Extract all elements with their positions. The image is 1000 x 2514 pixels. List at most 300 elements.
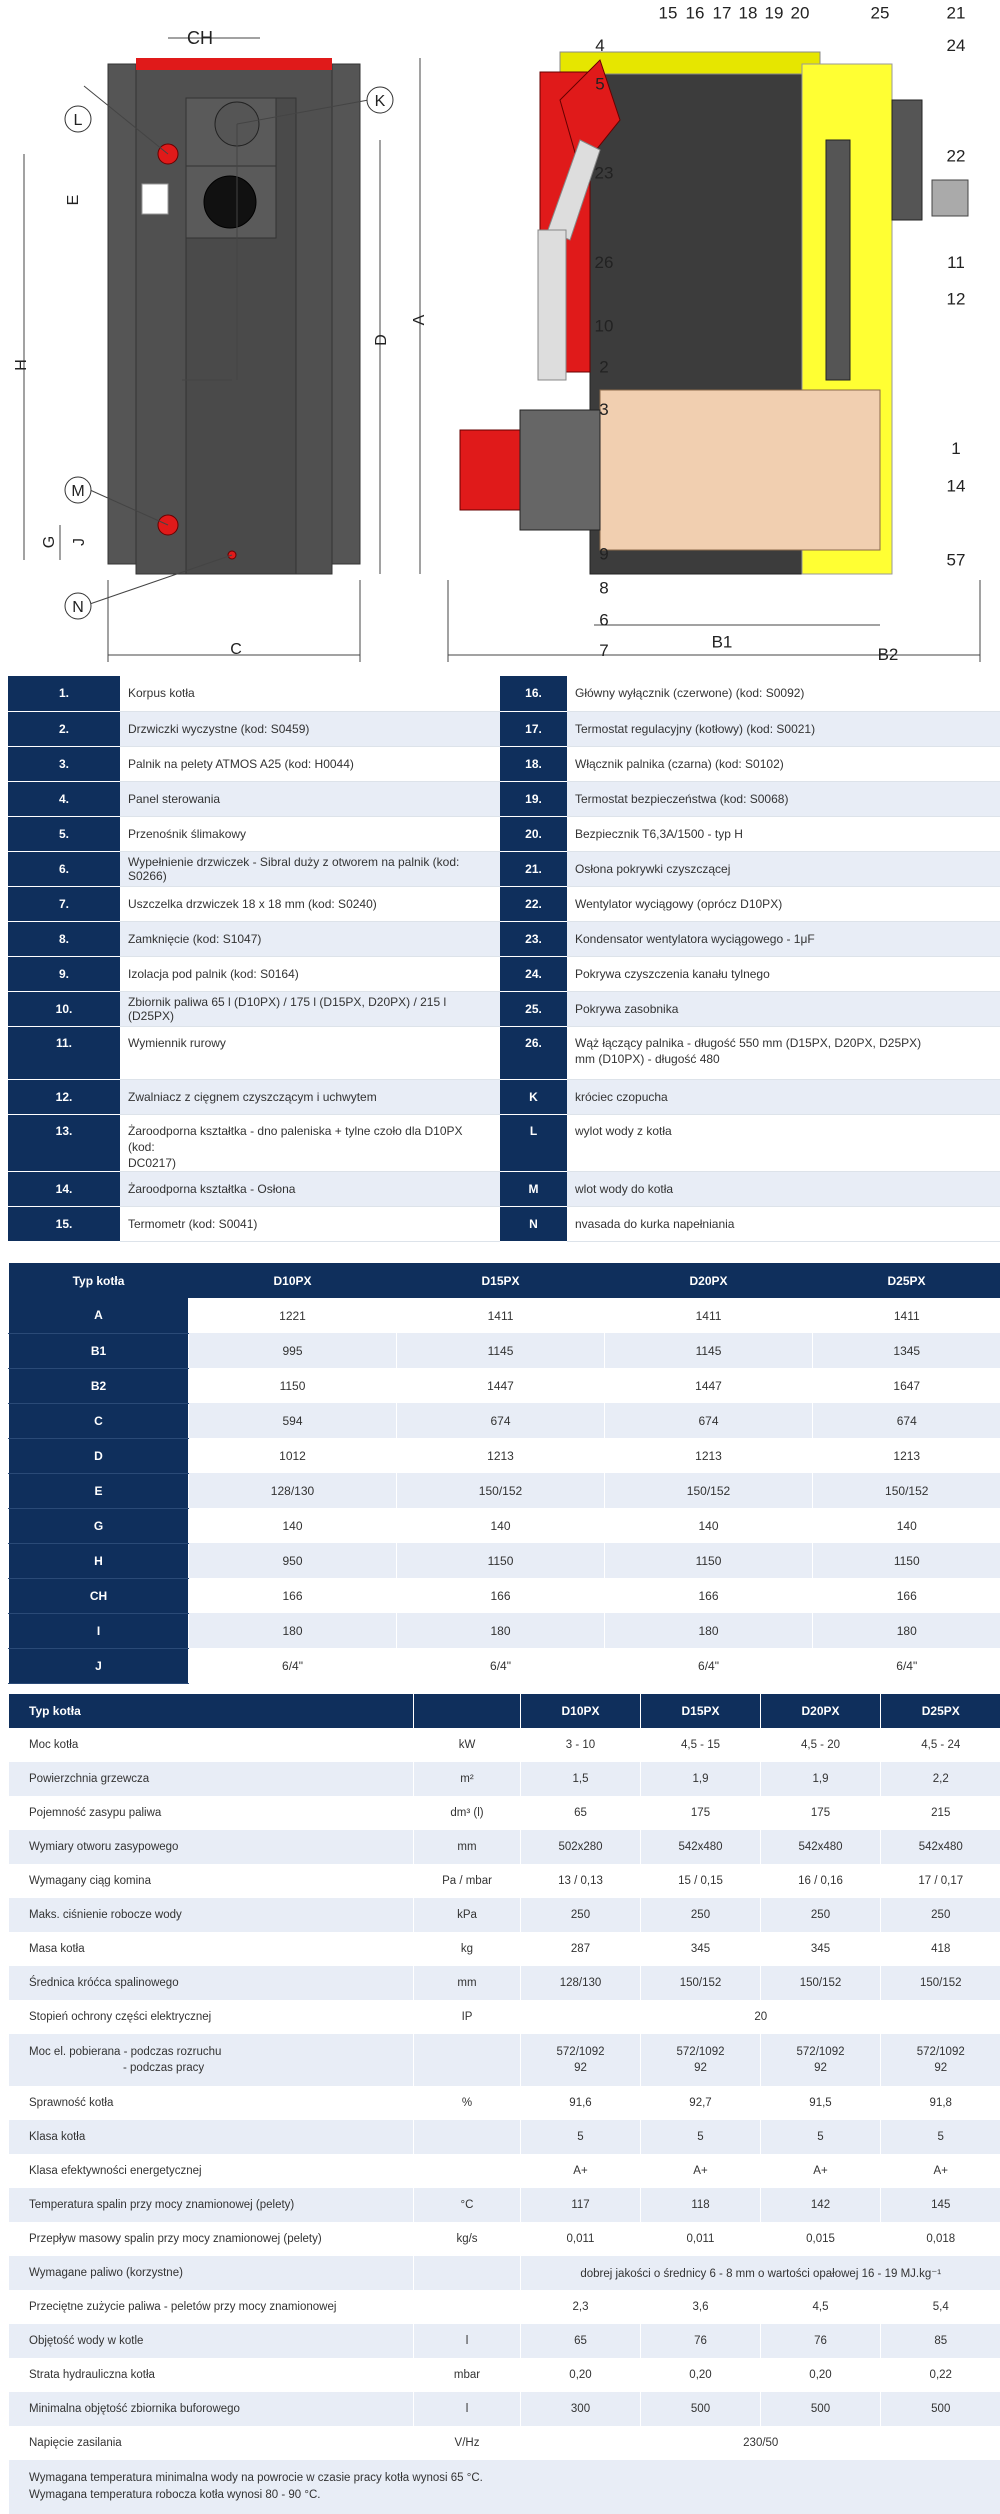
dims-header-cell: D25PX	[813, 1263, 1000, 1298]
tech-row	[9, 2324, 1000, 2358]
dims-header-cell: Typ kotła	[9, 1263, 189, 1298]
part-description	[567, 1114, 1000, 1171]
dims-value: 166	[605, 1578, 813, 1613]
dims-row-label: A	[9, 1298, 189, 1333]
tech-row	[9, 2256, 1000, 2290]
part-text: króciec czopucha	[575, 1090, 668, 1104]
tech-cell: Stopień ochrony części elektrycznej	[9, 2000, 414, 2034]
part-text: Wypełnienie drzwiczek - Sibral duży z otworem na palnik (kod: S0266)	[128, 855, 459, 883]
dims-value: 150/152	[813, 1473, 1000, 1508]
tech-cell: 65	[521, 1796, 641, 1830]
part-number	[8, 921, 120, 956]
tech-cell: 0,011	[521, 2222, 641, 2256]
part-number	[8, 1079, 120, 1114]
tech-cell: 215	[881, 1796, 1000, 1830]
tech-cell: Sprawność kotła	[9, 2086, 414, 2120]
part-description	[567, 1079, 1000, 1114]
parts-row	[8, 921, 1000, 956]
tech-row	[9, 2120, 1000, 2154]
tech-row	[9, 1966, 1000, 2000]
tech-header-cell: D15PX	[641, 1694, 761, 1728]
part-text-continued: mm (D10PX) - długość 480	[575, 1052, 720, 1066]
part-text: 14.	[56, 1182, 73, 1196]
tech-row	[9, 1864, 1000, 1898]
front-label-k: K	[375, 93, 386, 110]
tech-cell: 150/152	[641, 1966, 761, 2000]
part-number	[500, 676, 567, 711]
tech-header-cell: D10PX	[521, 1694, 641, 1728]
tech-row	[9, 1762, 1000, 1796]
tech-cell: 230/50	[521, 2426, 1000, 2460]
part-description	[567, 991, 1000, 1026]
part-text: Palnik na pelety ATMOS A25 (kod: H0044)	[128, 757, 354, 771]
tech-cell: 4,5 - 20	[761, 1728, 881, 1762]
tech-cell: 91,5	[761, 2086, 881, 2120]
tech-cell: 145	[881, 2188, 1000, 2222]
dims-value: 1150	[189, 1368, 397, 1403]
dims-row	[9, 1648, 1000, 1683]
part-number	[500, 886, 567, 921]
tech-cell	[641, 2034, 761, 2086]
part-number	[500, 816, 567, 851]
part-text: Izolacja pod palnik (kod: S0164)	[128, 967, 299, 981]
side-label-57: 57	[947, 550, 966, 569]
dims-value: 166	[397, 1578, 605, 1613]
dims-value: 180	[189, 1613, 397, 1648]
dims-row	[9, 1473, 1000, 1508]
part-text: M	[529, 1182, 539, 1196]
tech-cell	[9, 2034, 414, 2086]
tech-cell: 0,20	[521, 2358, 641, 2392]
tech-cell: l	[414, 2392, 521, 2426]
part-number	[500, 711, 567, 746]
parts-row	[8, 886, 1000, 921]
part-description	[120, 781, 500, 816]
side-label-5: 5	[595, 74, 604, 93]
tech-cell: 4,5	[761, 2290, 881, 2324]
part-text: 11.	[56, 1036, 72, 1050]
parts-table	[8, 676, 1000, 1242]
part-text: 9.	[59, 967, 69, 981]
part-number	[500, 1026, 567, 1079]
dims-row	[9, 1613, 1000, 1648]
power-value: 572/1092	[917, 2046, 965, 2058]
note-working-temp: Wymagana temperatura robocza kotła wynosi 80 - 90 °C.	[29, 2489, 321, 2501]
part-text: 7.	[59, 897, 69, 911]
part-text: wylot wody z kotła	[575, 1124, 672, 1138]
tech-cell: 65	[521, 2324, 641, 2358]
tech-header-cell: D20PX	[761, 1694, 881, 1728]
part-text: 2.	[59, 722, 69, 736]
part-text: N	[529, 1217, 538, 1231]
part-text: 24.	[525, 967, 542, 981]
parts-row	[8, 746, 1000, 781]
part-text: Kondensator wentylatora wyciągowego - 1μF	[575, 932, 815, 946]
tech-row	[9, 1728, 1000, 1762]
dims-value: 1411	[605, 1298, 813, 1333]
dims-row-label: I	[9, 1613, 189, 1648]
dims-value: 1012	[189, 1438, 397, 1473]
side-label-23: 23	[595, 164, 614, 183]
tech-cell: Objętość wody w kotle	[9, 2324, 414, 2358]
tech-cell: kg/s	[414, 2222, 521, 2256]
part-text: Zbiornik paliwa 65 l (D10PX) / 175 l (D15PX, D20PX) / 215 l (D25PX)	[128, 995, 446, 1023]
tech-header-cell: D25PX	[881, 1694, 1000, 1728]
tech-cell: 16 / 0,16	[761, 1864, 881, 1898]
tech-cell: Temperatura spalin przy mocy znamionowej (pelety)	[9, 2188, 414, 2222]
dims-value: 140	[605, 1508, 813, 1543]
part-text: Zwalniacz z cięgnem czyszczącym i uchwytem	[128, 1090, 377, 1104]
dims-row-label: H	[9, 1543, 189, 1578]
tech-cell: 500	[881, 2392, 1000, 2426]
front-label-g: G	[41, 536, 58, 548]
part-text: Korpus kotła	[128, 686, 195, 700]
tech-cell: Wymagany ciąg komina	[9, 1864, 414, 1898]
tech-cell: Powierzchnia grzewcza	[9, 1762, 414, 1796]
power-value: 92	[694, 2062, 707, 2074]
tech-cell: 5	[521, 2120, 641, 2154]
tech-cell	[414, 2034, 521, 2086]
side-label-16: 16	[686, 4, 705, 23]
dims-value: 1213	[605, 1438, 813, 1473]
dims-value: 1411	[397, 1298, 605, 1333]
tech-cell: 1,9	[641, 1762, 761, 1796]
part-description	[567, 746, 1000, 781]
part-text: 20.	[525, 827, 542, 841]
tech-cell: 345	[761, 1932, 881, 1966]
tech-cell: Wymiary otworu zasypowego	[9, 1830, 414, 1864]
part-number	[8, 886, 120, 921]
part-description	[120, 851, 500, 886]
tech-cell: 5	[641, 2120, 761, 2154]
part-text: Wymiennik rurowy	[128, 1036, 226, 1050]
front-label-ch: CH	[187, 28, 213, 48]
dims-value: 1447	[605, 1368, 813, 1403]
parts-row	[8, 816, 1000, 851]
tech-cell: 345	[641, 1932, 761, 1966]
side-label-22: 22	[947, 147, 966, 166]
tech-row	[9, 1898, 1000, 1932]
front-label-j: J	[71, 538, 88, 546]
dims-value: 1150	[605, 1543, 813, 1578]
part-number	[500, 1114, 567, 1171]
tech-row	[9, 2426, 1000, 2460]
tech-row	[9, 2392, 1000, 2426]
part-number	[500, 851, 567, 886]
part-description	[120, 711, 500, 746]
part-description	[120, 1171, 500, 1206]
part-text: 25.	[525, 1002, 542, 1016]
tech-cell: IP	[414, 2000, 521, 2034]
tech-cell: 0,22	[881, 2358, 1000, 2392]
tech-cell: 76	[761, 2324, 881, 2358]
dims-value: 1150	[813, 1543, 1000, 1578]
tech-cell	[414, 2256, 521, 2290]
power-value: 92	[934, 2062, 947, 2074]
dims-value: 674	[397, 1403, 605, 1438]
part-text: wlot wody do kotła	[575, 1182, 673, 1196]
side-label-14: 14	[947, 476, 966, 495]
part-description	[120, 816, 500, 851]
part-number	[8, 991, 120, 1026]
part-description	[120, 746, 500, 781]
dims-row	[9, 1543, 1000, 1578]
side-label-15: 15	[659, 4, 678, 23]
part-description	[567, 851, 1000, 886]
parts-row	[8, 1206, 1000, 1241]
tech-cell: 5	[761, 2120, 881, 2154]
tech-row	[9, 1796, 1000, 1830]
tech-cell: 20	[521, 2000, 1000, 2034]
part-number	[8, 851, 120, 886]
part-description	[120, 1026, 500, 1079]
front-label-m: M	[71, 483, 84, 500]
tech-cell: A+	[881, 2154, 1000, 2188]
part-description	[120, 1206, 500, 1241]
part-description	[120, 1114, 500, 1171]
side-label-7: 7	[599, 641, 608, 660]
tech-cell: 117	[521, 2188, 641, 2222]
tech-cell: l	[414, 2324, 521, 2358]
part-description	[567, 816, 1000, 851]
part-text: 4.	[59, 792, 69, 806]
power-value: 92	[814, 2062, 827, 2074]
tech-cell: 128/130	[521, 1966, 641, 2000]
parts-row	[8, 1079, 1000, 1114]
tech-cell: 250	[761, 1898, 881, 1932]
side-label-11: 11	[947, 253, 965, 272]
part-text: L	[530, 1124, 537, 1138]
tech-cell	[414, 2120, 521, 2154]
front-label-d: D	[373, 334, 390, 346]
dimensions-table	[8, 1263, 1000, 1684]
dims-value: 180	[397, 1613, 605, 1648]
side-label-8: 8	[599, 578, 608, 597]
part-text: Zamknięcie (kod: S1047)	[128, 932, 261, 946]
tech-cell: m²	[414, 1762, 521, 1796]
tech-row	[9, 2358, 1000, 2392]
dims-value: 140	[189, 1508, 397, 1543]
tech-cell: 175	[761, 1796, 881, 1830]
dims-row-label: E	[9, 1473, 189, 1508]
tech-cell: 502x280	[521, 1830, 641, 1864]
front-label-n: N	[72, 599, 84, 616]
tech-cell: 150/152	[761, 1966, 881, 2000]
tech-row	[9, 2000, 1000, 2034]
tech-cell	[9, 2460, 1000, 2514]
part-description	[567, 886, 1000, 921]
part-description	[120, 991, 500, 1026]
tech-cell: dm³ (l)	[414, 1796, 521, 1830]
dims-header-cell: D10PX	[189, 1263, 397, 1298]
tech-cell: kg	[414, 1932, 521, 1966]
dims-row	[9, 1403, 1000, 1438]
tech-cell: 287	[521, 1932, 641, 1966]
part-text: Pokrywa zasobnika	[575, 1002, 678, 1016]
tech-cell: Maks. ciśnienie robocze wody	[9, 1898, 414, 1932]
part-number	[500, 1079, 567, 1114]
tech-cell: 500	[761, 2392, 881, 2426]
tech-cell: 0,20	[641, 2358, 761, 2392]
tech-cell: 5	[881, 2120, 1000, 2154]
dims-value: 1411	[813, 1298, 1000, 1333]
tech-cell	[414, 2154, 521, 2188]
part-text: Termometr (kod: S0041)	[128, 1217, 257, 1231]
dims-row-label: C	[9, 1403, 189, 1438]
part-description	[567, 781, 1000, 816]
tech-cell: 542x480	[881, 1830, 1000, 1864]
tech-cell: mm	[414, 1966, 521, 2000]
tech-cell: 2,3	[521, 2290, 641, 2324]
tech-cell: 3 - 10	[521, 1728, 641, 1762]
part-text: 19.	[525, 792, 542, 806]
tech-cell: 0,018	[881, 2222, 1000, 2256]
part-text: Termostat regulacyjny (kotłowy) (kod: S0021)	[575, 722, 815, 736]
part-description	[120, 956, 500, 991]
tech-cell: 91,6	[521, 2086, 641, 2120]
tech-cell: V/Hz	[414, 2426, 521, 2460]
parts-row	[8, 1171, 1000, 1206]
tech-cell	[881, 2034, 1000, 2086]
dims-value: 1345	[813, 1333, 1000, 1368]
part-number	[500, 746, 567, 781]
power-value: 92	[574, 2062, 587, 2074]
part-text: K	[529, 1090, 538, 1104]
part-description	[120, 676, 500, 711]
dims-value: 1213	[397, 1438, 605, 1473]
dims-value: 594	[189, 1403, 397, 1438]
dims-row-label: J	[9, 1648, 189, 1683]
part-text: Wentylator wyciągowy (oprócz D10PX)	[575, 897, 782, 911]
dims-value: 6/4"	[397, 1648, 605, 1683]
tech-row	[9, 2460, 1000, 2514]
tech-header-cell: Typ kotła	[9, 1694, 414, 1728]
tech-cell: dobrej jakości o średnicy 6 - 8 mm o wartości opałowej 16 - 19 MJ.kg⁻¹	[521, 2256, 1000, 2290]
side-label-26: 26	[595, 253, 614, 272]
tech-row	[9, 2290, 1000, 2324]
tech-cell: Minimalna objętość zbiornika buforowego	[9, 2392, 414, 2426]
tech-cell: 542x480	[761, 1830, 881, 1864]
part-number	[500, 781, 567, 816]
tech-cell: Pa / mbar	[414, 1864, 521, 1898]
part-description	[567, 1026, 1000, 1079]
dims-header-cell: D20PX	[605, 1263, 813, 1298]
part-text: 22.	[525, 897, 542, 911]
tech-cell: 1,9	[761, 1762, 881, 1796]
part-number	[500, 1171, 567, 1206]
tech-row	[9, 2188, 1000, 2222]
part-description	[567, 956, 1000, 991]
part-number	[8, 1114, 120, 1171]
dims-value: 1447	[397, 1368, 605, 1403]
front-label-l: L	[74, 112, 83, 129]
side-label-12: 12	[947, 289, 966, 308]
tech-cell: A+	[521, 2154, 641, 2188]
part-number	[8, 1206, 120, 1241]
part-number	[500, 991, 567, 1026]
part-text: 8.	[59, 932, 69, 946]
tech-cell: 13 / 0,13	[521, 1864, 641, 1898]
tech-cell: 250	[641, 1898, 761, 1932]
part-text: 15.	[56, 1217, 73, 1231]
side-label-10: 10	[595, 317, 614, 336]
part-number	[8, 1026, 120, 1079]
part-number	[8, 711, 120, 746]
parts-row	[8, 956, 1000, 991]
part-description	[567, 676, 1000, 711]
dims-value: 140	[397, 1508, 605, 1543]
parts-row	[8, 851, 1000, 886]
dims-header-cell: D15PX	[397, 1263, 605, 1298]
tech-cell: 76	[641, 2324, 761, 2358]
dims-value: 128/130	[189, 1473, 397, 1508]
front-label-c: C	[230, 641, 242, 658]
dims-value: 166	[813, 1578, 1000, 1613]
dims-value: 674	[605, 1403, 813, 1438]
side-label-25: 25	[871, 4, 890, 23]
tech-cell: Przeciętne zużycie paliwa - peletów przy mocy znamionowej	[9, 2290, 414, 2324]
side-label-2: 2	[599, 357, 608, 376]
dims-value: 995	[189, 1333, 397, 1368]
boiler-technical-drawing	[0, 0, 1000, 665]
power-value: 572/1092	[677, 2046, 725, 2058]
tech-cell: 1,5	[521, 1762, 641, 1796]
part-description	[120, 886, 500, 921]
dims-row	[9, 1438, 1000, 1473]
dims-value: 166	[189, 1578, 397, 1613]
tech-row	[9, 1830, 1000, 1864]
part-text: 1.	[59, 686, 69, 700]
power-label-operation: - podczas pracy	[29, 2062, 204, 2074]
dims-value: 1213	[813, 1438, 1000, 1473]
tech-cell: 142	[761, 2188, 881, 2222]
tech-cell: 17 / 0,17	[881, 1864, 1000, 1898]
dims-row-label: B1	[9, 1333, 189, 1368]
part-text: Termostat bezpieczeństwa (kod: S0068)	[575, 792, 788, 806]
side-label-21: 21	[947, 4, 966, 23]
tech-cell: 0,20	[761, 2358, 881, 2392]
tech-cell: 118	[641, 2188, 761, 2222]
part-text: 23.	[525, 932, 542, 946]
dims-value: 1150	[397, 1543, 605, 1578]
part-text: 6.	[59, 862, 69, 876]
tech-cell: kW	[414, 1728, 521, 1762]
side-label-b1: B1	[712, 633, 733, 652]
part-description	[567, 921, 1000, 956]
tech-cell: Klasa kotła	[9, 2120, 414, 2154]
side-label-1: 1	[951, 439, 960, 458]
tech-row	[9, 1932, 1000, 1966]
tech-row	[9, 2086, 1000, 2120]
dims-row	[9, 1578, 1000, 1613]
tech-cell: %	[414, 2086, 521, 2120]
tech-cell: Pojemność zasypu paliwa	[9, 1796, 414, 1830]
part-text: Żaroodporna kształtka - dno paleniska + tylne czoło dla D10PX (kod:	[128, 1124, 463, 1154]
part-text: 5.	[59, 827, 69, 841]
side-label-b2: B2	[878, 645, 899, 664]
part-text: Uszczelka drzwiczek 18 x 18 mm (kod: S0240)	[128, 897, 377, 911]
dims-value: 140	[813, 1508, 1000, 1543]
dims-value: 1145	[605, 1333, 813, 1368]
note-min-return-temp: Wymagana temperatura minimalna wody na powrocie w czasie pracy kotła wynosi 65 °C.	[29, 2472, 483, 2484]
parts-row	[8, 1026, 1000, 1079]
part-text: 12.	[56, 1090, 73, 1104]
part-number	[8, 1171, 120, 1206]
dims-row-label: CH	[9, 1578, 189, 1613]
tech-cell: mm	[414, 1830, 521, 1864]
dims-row	[9, 1368, 1000, 1403]
dims-value: 6/4"	[605, 1648, 813, 1683]
